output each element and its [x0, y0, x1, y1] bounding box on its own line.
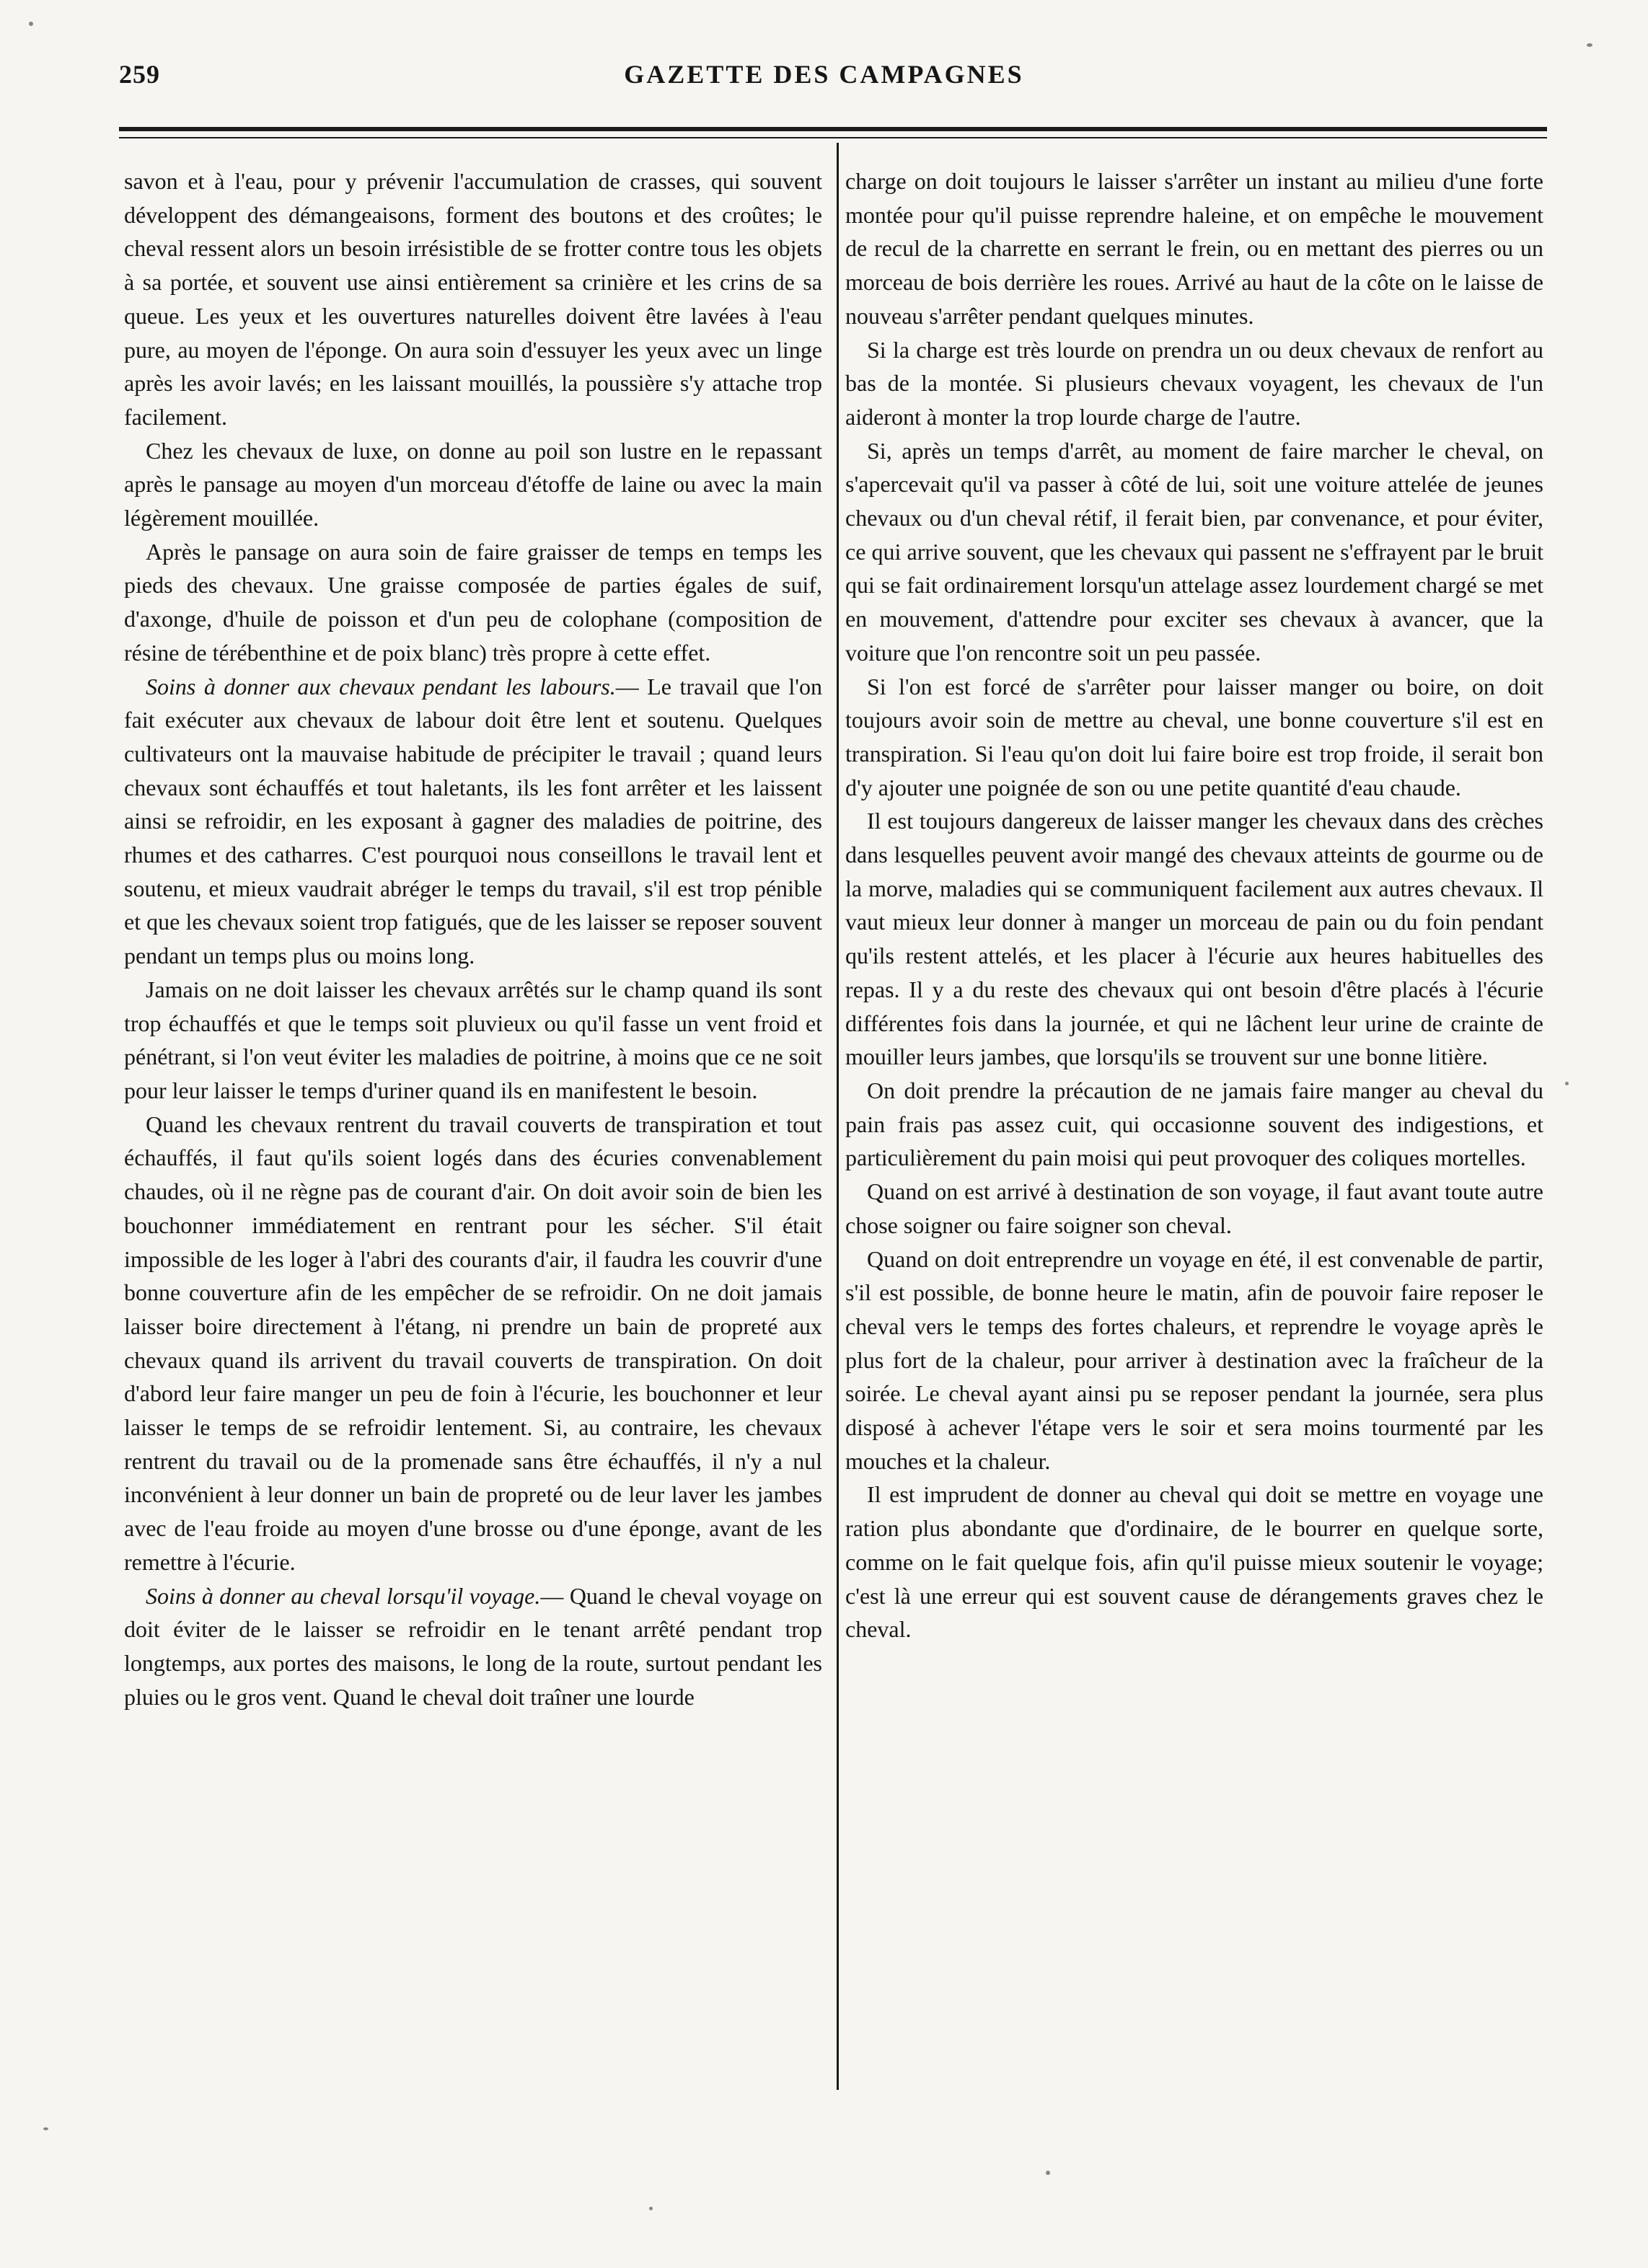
right-column: [845, 164, 1543, 1646]
paragraph: Après le pansage on aura soin de faire graisser de temps en temps les pieds des chevaux. Une graisse composée de parties égales de suif, d'axonge, d'huile de poisson et d'un peu de colophane (composition de résine de térébenthine et de poix blanc) très propre à cette effet.: [124, 538, 822, 666]
paragraph: Il est imprudent de donner au cheval qui doit se mettre en voyage une ration plus abondante que d'ordinaire, de le bourrer en quelque sorte, comme on le fait quelque fois, afin qu'il puisse mieux soutenir le voyage; c'est là une erreur qui est souvent cause de dérangements graves chez le cheval.: [845, 1481, 1543, 1643]
paragraph: Jamais on ne doit laisser les chevaux arrêtés sur le champ quand ils sont trop échauffés et que le temps soit pluvieux ou qu'il fasse un vent froid et pénétrant, si l'on veut éviter les maladies de poitrine, à moins que ce ne soit pour leur laisser le temps d'uriner quand ils en manifestent le besoin.: [124, 976, 822, 1103]
scan-speck: [1587, 43, 1592, 47]
scan-speck: [43, 2127, 48, 2130]
paragraph: Quand on doit entreprendre un voyage en été, il est convenable de partir, s'il est possible, de bonne heure le matin, afin de pouvoir faire reposer le cheval vers le temps des fortes chaleurs, et reprendre le voyage après le plus fort de la chaleur, pour arriver à destination avec la fraîcheur de la soirée. Le cheval ayant ainsi pu se reposer pendant la journée, sera plus disposé à achever l'étape vers le soir et sera moins tourmenté par les mouches et la chaleur.: [845, 1245, 1543, 1474]
scan-speck: [29, 22, 33, 26]
scan-speck: [649, 2207, 653, 2210]
section-heading: Soins à donner au cheval lorsqu'il voyage.: [146, 1582, 541, 1609]
paragraph: Si, après un temps d'arrêt, au moment de faire marcher le cheval, on s'apercevait qu'il va passer à côté de lui, soit une voiture attelée de jeunes chevaux ou d'un cheval rétif, il ferait bien, par convenance, et pour éviter, ce qui arrive souvent, que les chevaux qui passent ne s'effrayent par le bruit qui se fait ordinairement lorsqu'un attelage assez lourdement chargé se met en mouvement, d'attendre pour exciter ses chevaux à avancer, que la voiture que l'on rencontre soit un peu passée.: [845, 437, 1543, 666]
paragraph: Si l'on est forcé de s'arrêter pour laisser manger ou boire, on doit toujours avoir soin de mettre au cheval, une bonne couverture s'il est en transpiration. Si l'eau qu'on doit lui faire boire est trop froide, il serait bon d'y ajouter une poignée de son ou une petite quantité d'eau chaude.: [845, 673, 1543, 800]
left-column: [124, 164, 822, 1713]
section-body: — Quand le cheval voyage on doit éviter de le laisser se refroidir en le tenant arrêté pendant trop longtemps, aux portes des maisons, le long de la route, surtout pendant les pluies ou le gros vent. Quand le cheval doit traîner une lourde: [124, 1582, 822, 1710]
page-number: 259: [119, 60, 160, 89]
paragraph: [124, 1579, 822, 1714]
section-heading: Soins à donner aux chevaux pendant les labours.: [146, 673, 616, 700]
running-title: GAZETTE DES CAMPAGNES: [624, 60, 1024, 89]
paragraph: Quand les chevaux rentrent du travail couverts de transpiration et tout échauffés, il faut qu'ils soient logés dans des écuries convenablement chaudes, où il ne règne pas de courant d'air. On doit avoir soin de bien les bouchonner immédiatement en rentrant pour les sécher. S'il était impossible de les loger à l'abri des courants d'air, il faudra les couvrir d'une bonne couverture afin de les empêcher de se refroidir. On ne doit jamais laisser boire directement à l'étang, ni prendre un bain de propreté aux chevaux quand ils arrivent du travail couverts de transpiration. On doit d'abord leur faire manger un peu de foin à l'écurie, les bouchonner et leur laisser le temps de se refroidir lentement. Si, au contraire, les chevaux rentrent du travail ou de la promenade sans être échauffés, il n'y a nul inconvénient à leur donner un bain de propreté ou de leur laver les jambes avec de l'eau froide au moyen d'une brosse ou d'une éponge, avant de les remettre à l'écurie.: [124, 1111, 822, 1575]
paragraph: Quand on est arrivé à destination de son voyage, il faut avant toute autre chose soigner ou faire soigner son cheval.: [845, 1178, 1543, 1238]
scan-speck: [1565, 1082, 1569, 1085]
paragraph: [124, 670, 822, 973]
paragraph: savon et à l'eau, pour y prévenir l'accumulation de crasses, qui souvent développent des démangeaisons, forment des boutons et des croûtes; le cheval ressent alors un besoin irrésistible de se frotter contre tous les objets à sa portée, et souvent use ainsi entièrement sa crinière et les crins de sa queue. Les yeux et les ouvertures naturelles doivent être lavées à l'eau pure, au moyen de l'éponge. On aura soin d'essuyer les yeux avec un linge après les avoir lavés; en les laissant mouillés, la poussière s'y attache trop facilement.: [124, 168, 822, 430]
paragraph: Si la charge est très lourde on prendra un ou deux chevaux de renfort au bas de la montée. Si plusieurs chevaux voyagent, les chevaux de l'un aideront à monter la trop lourde charge de l'autre.: [845, 336, 1543, 430]
header-rule-thin: [119, 137, 1547, 138]
scan-speck: [1046, 2171, 1050, 2175]
paragraph: On doit prendre la précaution de ne jamais faire manger au cheval du pain frais pas assez cuit, qui occasionne souvent des indigestions, et particulièrement du pain moisi qui peut provoquer des coliques mortelles.: [845, 1077, 1543, 1171]
column-divider: [837, 143, 839, 2090]
paragraph: Il est toujours dangereux de laisser manger les chevaux dans des crèches dans lesquelles peuvent avoir mangé des chevaux atteints de gourme ou de la morve, maladies qui se communiquent facilement aux autres chevaux. Il vaut mieux leur donner à manger un morceau de pain ou du foin pendant qu'ils restent attelés, et les placer à l'écurie aux heures habituelles des repas. Il y a du reste des chevaux qui ont besoin d'être placés à l'écurie différentes fois dans la journée, et qui ne lâchent leur urine de crainte de mouiller leurs jambes, que lorsqu'ils se trouvent sur une bonne litière.: [845, 808, 1543, 1070]
section-body: — Le travail que l'on fait exécuter aux chevaux de labour doit être lent et soutenu. Quelques cultivateurs ont la mauvaise habitude de précipiter le travail ; quand leurs chevaux sont échauffés et tout haletants, ils les font arrêter et les laissent ainsi se refroidir, en les exposant à gagner des maladies de poitrine, des rhumes et des catharres. C'est pourquoi nous conseillons le travail lent et soutenu, et mieux vaudrait abréger le temps du travail, s'il est trop pénible et que les chevaux soient trop fatigués, que de les laisser se reposer souvent pendant un temps plus ou moins long.: [124, 673, 823, 969]
paragraph: Chez les chevaux de luxe, on donne au poil son lustre en le repassant après le pansage au moyen d'un morceau d'étoffe de laine ou avec la main légèrement mouillée.: [124, 437, 822, 531]
paragraph: charge on doit toujours le laisser s'arrêter un instant au milieu d'une forte montée pour qu'il puisse reprendre haleine, et on empêche le mouvement de recul de la charrette en serrant le frein, ou en mettant des pierres ou un morceau de bois derrière les roues. Arrivé au haut de la côte on le laisse de nouveau s'arrêter pendant quelques minutes.: [845, 168, 1543, 329]
header-rule: [119, 127, 1547, 131]
